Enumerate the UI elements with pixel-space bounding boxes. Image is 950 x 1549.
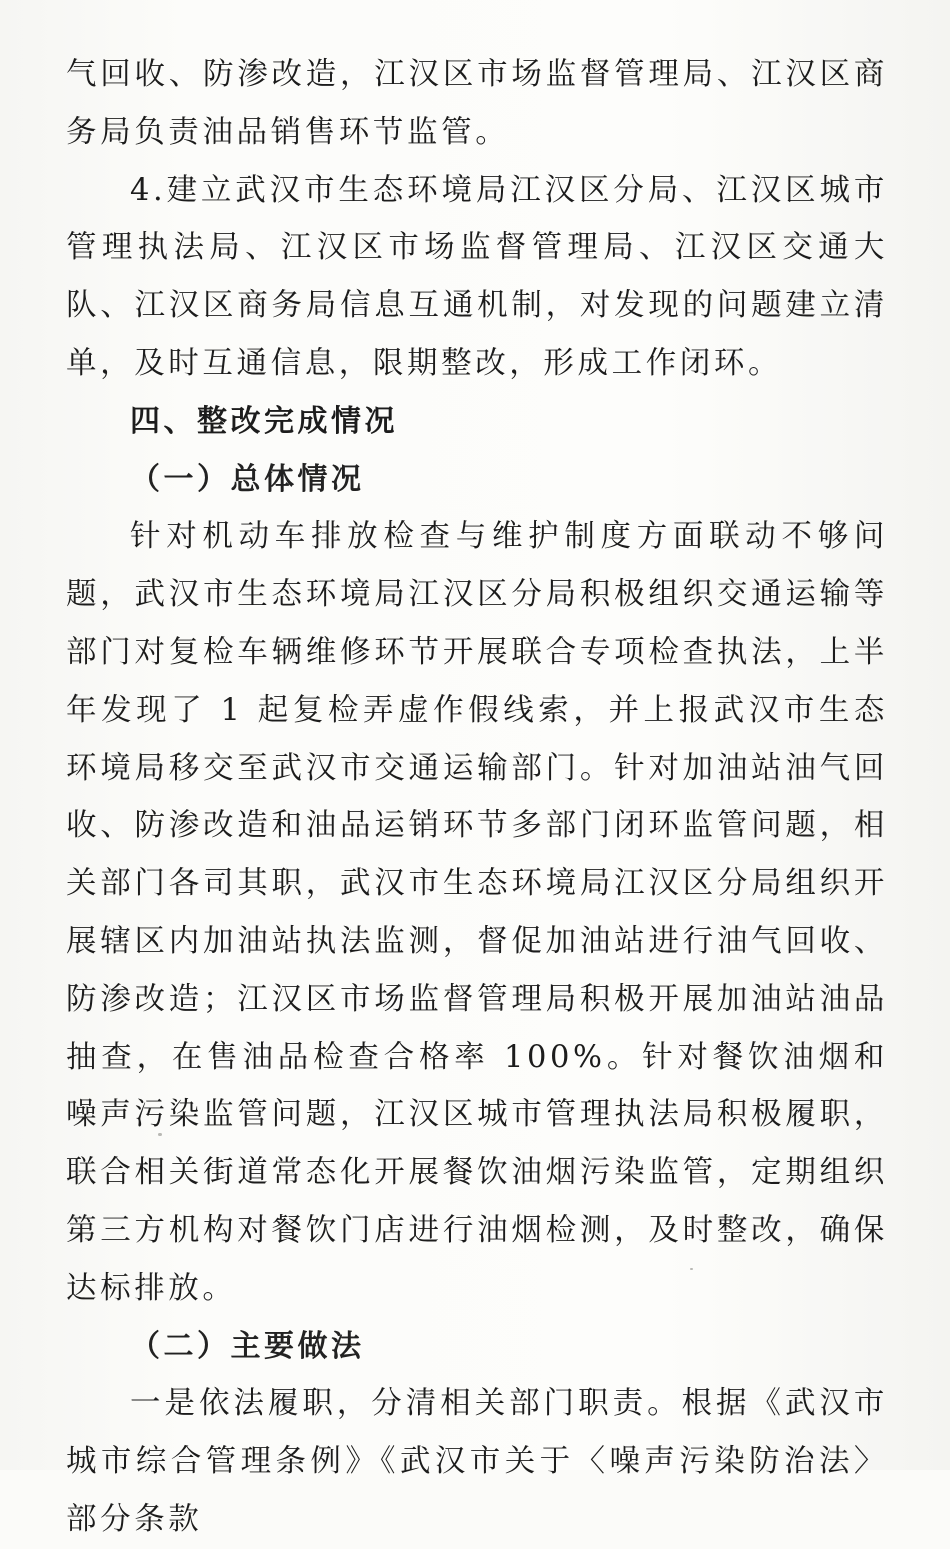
subsection-heading-overall: （一）总体情况 (130, 461, 365, 497)
paragraph-practices: 一是依法履职，分清相关部门职责。根据《武汉市城市综合管理条例》《武汉市关于〈噪声污染防治法〉部分条款 (66, 1386, 888, 1537)
subsection-heading-practices: （二）主要做法 (130, 1328, 365, 1364)
document-body (66, 46, 888, 1537)
paragraph-item-4: 4.建立武汉市生态环境局江汉区分局、江汉区城市管理执法局、江汉区市场监督管理局、江汉区交通大队、江汉区商务局信息互通机制，对发现的问题建立清单，及时互通信息，限期整改，形成工作闭环。 (66, 172, 888, 381)
paragraph-overall: 针对机动车排放检查与维护制度方面联动不够问题，武汉市生态环境局江汉区分局积极组织交通运输等部门对复检车辆维修环节开展联合专项检查执法，上半年发现了 1 起复检弄虚作假线索，并上报武汉市生态环境局移交至武汉市交通运输部门。针对加油站油气回收、防渗改造和油品运销环节多部门闭环监管问题，相关部门各司其职，武汉市生态环境局江汉区分局组织开展辖区内加油站执法监测，督促加油站进行油气回收、防渗改造；江汉区市场监督管理局积极开展加油站油品抽查，在售油品检查合格率 100%。针对餐饮油烟和噪声污染监管问题，江汉区城市管理执法局积极履职，联合相关街道常态化开展餐饮油烟污染监管，定期组织第三方机构对餐饮门店进行油烟检测，及时整改，确保达标排放。 (66, 519, 888, 1306)
scan-speck (158, 1133, 162, 1136)
scan-speck (690, 1268, 693, 1270)
section-heading: 四、整改完成情况 (130, 403, 398, 439)
paragraph-continuation: 气回收、防渗改造，江汉区市场监督管理局、江汉区商务局负责油品销售环节监管。 (66, 57, 888, 150)
